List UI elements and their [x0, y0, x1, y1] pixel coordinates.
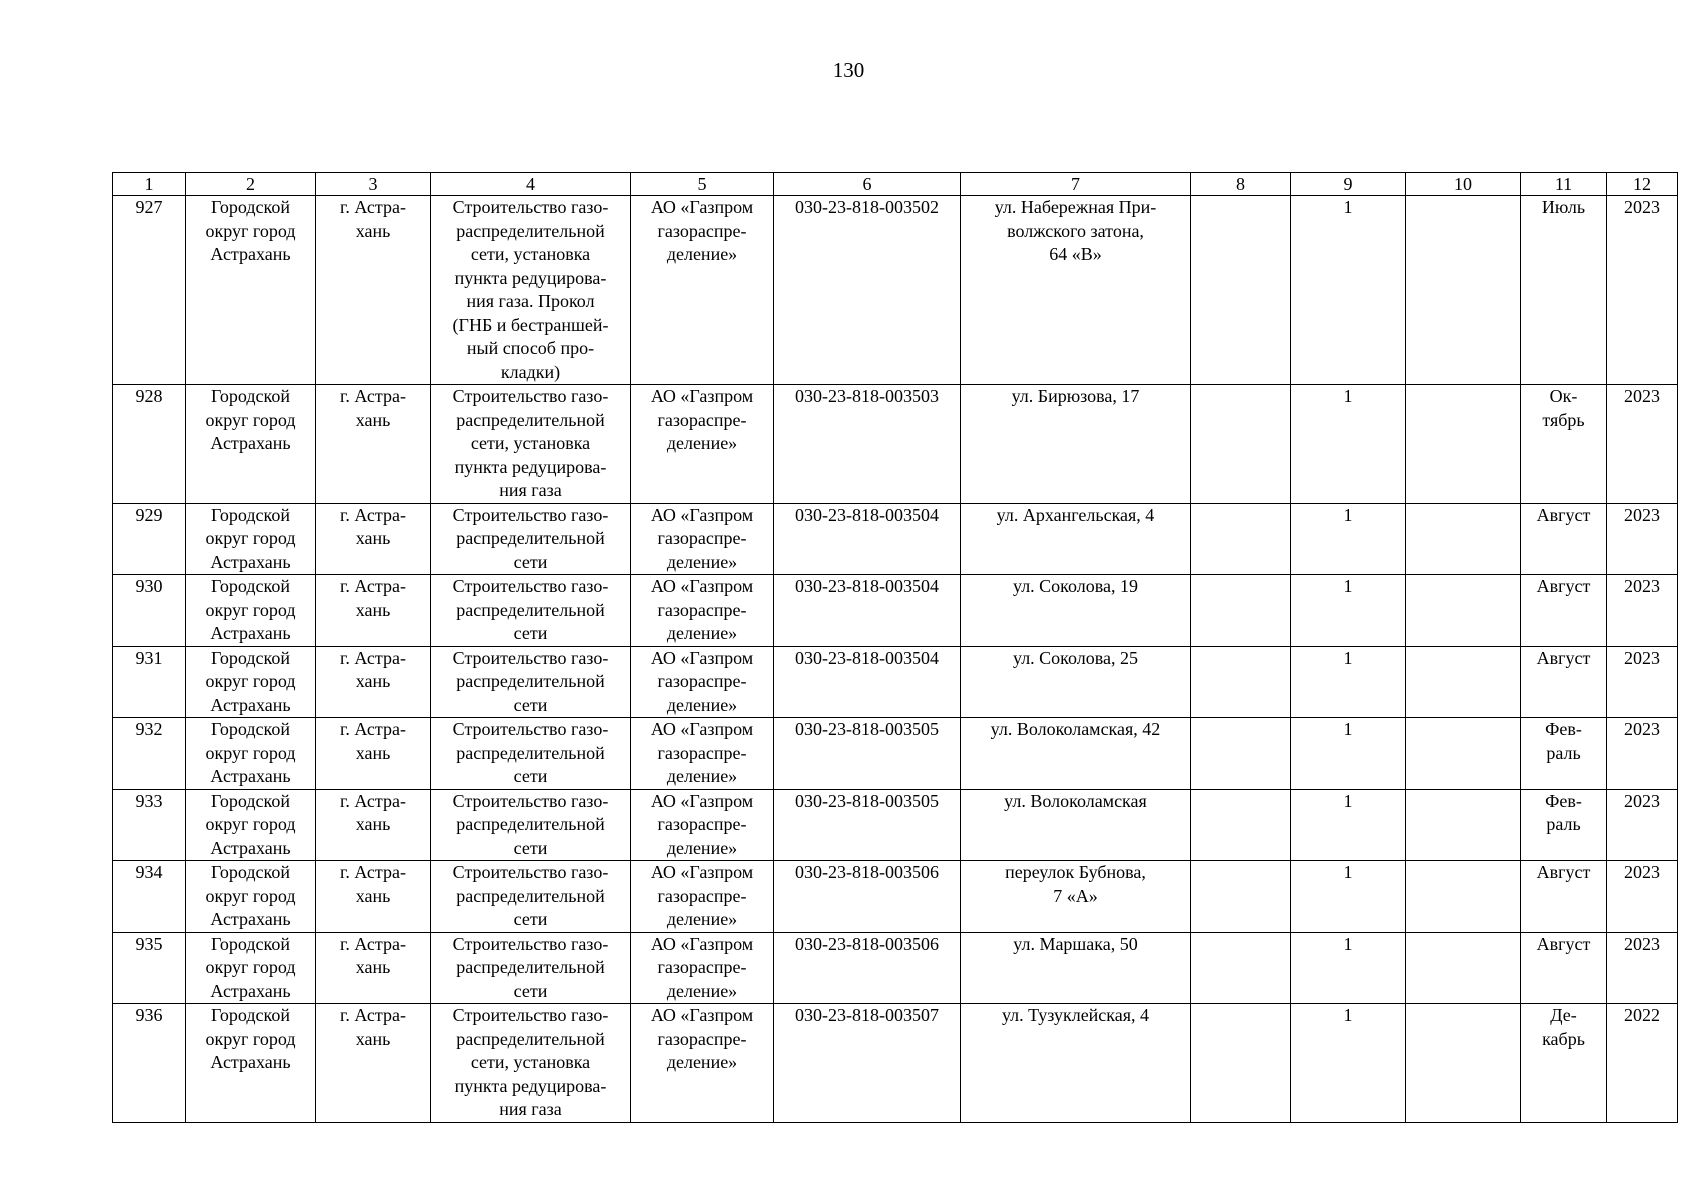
organization-cell-text: АО «Газпром газораспре- деление»	[650, 504, 754, 572]
work-description-cell-text: Строительство газо- распределительной сети	[452, 719, 609, 786]
column-header: 4	[431, 173, 631, 196]
organization-cell-text: АО «Газпром газораспре- деление»	[650, 386, 754, 453]
work-description-cell	[431, 646, 631, 718]
column-header: 2	[186, 173, 316, 196]
registry-code-cell	[774, 932, 961, 1004]
month-cell-text: Фев- раль	[1545, 790, 1582, 834]
organization-cell-text: АО «Газпром газораспре- деление»	[650, 790, 754, 858]
address-cell-text: ул. Маршака, 50	[1013, 933, 1138, 954]
month-cell	[1521, 789, 1607, 861]
quantity-cell	[1291, 503, 1406, 575]
column-8-cell	[1191, 861, 1291, 933]
table-row	[113, 861, 1678, 933]
column-8-cell	[1191, 718, 1291, 790]
work-description-cell-text: Строительство газо- распределительной сети	[452, 576, 609, 643]
month-cell-text: Ок- тябрь	[1542, 386, 1585, 430]
registry-code-cell	[774, 718, 961, 790]
address-cell-text: ул. Соколова, 19	[1012, 576, 1139, 596]
year-cell-text: 2023	[1624, 386, 1660, 406]
register-body	[113, 196, 1678, 1123]
year-cell-text: 2023	[1624, 862, 1660, 882]
table-row	[113, 575, 1678, 647]
city-cell-text: г. Астра- хань	[340, 790, 406, 834]
registry-code-cell	[774, 196, 961, 385]
month-cell-text: Де- кабрь	[1542, 1005, 1585, 1049]
column-8-cell	[1191, 932, 1291, 1004]
organization-cell	[631, 718, 774, 790]
table-row	[113, 789, 1678, 861]
column-header: 12	[1607, 173, 1678, 196]
quantity-cell	[1291, 575, 1406, 647]
registry-code-cell-text: 030-23-818-003506	[795, 862, 939, 882]
row-number-cell-text: 936	[135, 1005, 163, 1025]
column-header: 7	[961, 173, 1191, 196]
city-cell-text: г. Астра- хань	[340, 719, 406, 763]
column-10-cell	[1406, 646, 1521, 718]
work-description-cell-text: Строительство газо- распределительной сети, установка пункта редуцирова- ния газа. Прокол (ГНБ и бестраншей- ный способ про- кладки)	[452, 197, 609, 382]
city-cell-text: г. Астра- хань	[340, 933, 406, 977]
column-header: 3	[316, 173, 431, 196]
work-description-cell-text: Строительство газо- распределительной сети, установка пункта редуцирова- ния газа	[452, 1005, 609, 1119]
district-cell	[186, 196, 316, 385]
quantity-cell-text: 1	[1343, 197, 1353, 217]
column-10-cell	[1406, 789, 1521, 861]
column-header: 10	[1406, 173, 1521, 196]
address-cell-text: ул. Архангельская, 4	[996, 504, 1155, 525]
quantity-cell	[1291, 861, 1406, 933]
month-cell	[1521, 196, 1607, 385]
year-cell-text: 2023	[1624, 719, 1660, 739]
column-8-cell	[1191, 1004, 1291, 1123]
year-cell-text: 2023	[1624, 504, 1660, 525]
registry-code-cell-text: 030-23-818-003504	[795, 576, 939, 596]
year-cell-text: 2023	[1624, 790, 1660, 811]
year-cell	[1607, 503, 1678, 575]
registry-code-cell-text: 030-23-818-003504	[795, 504, 939, 525]
city-cell	[316, 385, 431, 504]
organization-cell-text: АО «Газпром газораспре- деление»	[650, 933, 754, 1001]
address-cell	[961, 1004, 1191, 1123]
work-description-cell-text: Строительство газо- распределительной сети	[452, 504, 609, 572]
district-cell	[186, 503, 316, 575]
month-cell	[1521, 1004, 1607, 1123]
page-number: 130	[832, 58, 865, 82]
district-cell	[186, 1004, 316, 1123]
quantity-cell-text: 1	[1343, 790, 1353, 811]
registry-code-cell-text: 030-23-818-003503	[795, 386, 939, 406]
registry-code-cell-text: 030-23-818-003504	[795, 647, 939, 668]
year-cell-text: 2023	[1624, 647, 1660, 668]
city-cell	[316, 932, 431, 1004]
month-cell-text: Август	[1536, 933, 1591, 954]
address-cell-text: ул. Соколова, 25	[1012, 647, 1139, 668]
work-description-cell	[431, 789, 631, 861]
year-cell	[1607, 385, 1678, 504]
year-cell	[1607, 718, 1678, 790]
month-cell	[1521, 932, 1607, 1004]
register-table	[112, 172, 1678, 1123]
month-cell-text: Август	[1536, 504, 1591, 525]
district-cell	[186, 575, 316, 647]
year-cell-text: 2023	[1624, 576, 1660, 596]
year-cell-text: 2022	[1624, 1005, 1660, 1025]
district-cell	[186, 932, 316, 1004]
work-description-cell	[431, 718, 631, 790]
work-description-cell-text: Строительство газо- распределительной сети, установка пункта редуцирова- ния газа	[452, 386, 609, 500]
city-cell	[316, 1004, 431, 1123]
column-header: 5	[631, 173, 774, 196]
address-cell	[961, 932, 1191, 1004]
table-row	[113, 503, 1678, 575]
address-cell-text: ул. Волоколамская, 42	[990, 719, 1161, 739]
organization-cell	[631, 861, 774, 933]
district-cell-text: Городской округ город Астрахань	[205, 1005, 296, 1072]
address-cell-text: ул. Тузуклейская, 4	[1001, 1005, 1150, 1025]
quantity-cell-text: 1	[1343, 862, 1353, 882]
year-cell	[1607, 646, 1678, 718]
address-cell-text: ул. Бирюзова, 17	[1011, 386, 1140, 406]
district-cell-text: Городской округ город Астрахань	[205, 719, 296, 786]
registry-code-cell-text: 030-23-818-003502	[795, 197, 939, 217]
organization-cell	[631, 789, 774, 861]
column-header: 6	[774, 173, 961, 196]
registry-code-cell-text: 030-23-818-003505	[795, 790, 939, 811]
year-cell-text: 2023	[1624, 197, 1660, 217]
work-description-cell-text: Строительство газо- распределительной сети	[452, 933, 609, 1001]
district-cell-text: Городской округ город Астрахань	[205, 862, 296, 929]
month-cell	[1521, 385, 1607, 504]
column-10-cell	[1406, 503, 1521, 575]
district-cell-text: Городской округ город Астрахань	[205, 933, 296, 1001]
quantity-cell-text: 1	[1343, 647, 1353, 668]
row-number-cell	[113, 1004, 186, 1123]
month-cell	[1521, 575, 1607, 647]
quantity-cell	[1291, 385, 1406, 504]
quantity-cell-text: 1	[1343, 933, 1353, 954]
column-10-cell	[1406, 1004, 1521, 1123]
month-cell-text: Фев- раль	[1545, 719, 1582, 763]
district-cell-text: Городской округ город Астрахань	[205, 197, 296, 264]
row-number-cell-text: 930	[135, 576, 163, 596]
registry-code-cell	[774, 646, 961, 718]
row-number-cell	[113, 196, 186, 385]
organization-cell-text: АО «Газпром газораспре- деление»	[650, 1005, 754, 1072]
city-cell	[316, 503, 431, 575]
row-number-cell-text: 927	[135, 197, 163, 217]
address-cell	[961, 196, 1191, 385]
column-8-cell	[1191, 385, 1291, 504]
table-row	[113, 385, 1678, 504]
city-cell-text: г. Астра- хань	[340, 197, 406, 241]
table-row	[113, 932, 1678, 1004]
column-header: 11	[1521, 173, 1607, 196]
column-10-cell	[1406, 196, 1521, 385]
row-number-cell-text: 935	[135, 933, 163, 954]
year-cell	[1607, 1004, 1678, 1123]
city-cell-text: г. Астра- хань	[340, 647, 406, 691]
column-number-row	[113, 173, 1678, 196]
work-description-cell-text: Строительство газо- распределительной сети	[452, 862, 609, 929]
row-number-cell-text: 929	[135, 504, 163, 525]
row-number-cell	[113, 789, 186, 861]
work-description-cell-text: Строительство газо- распределительной сети	[452, 647, 609, 715]
organization-cell	[631, 1004, 774, 1123]
city-cell	[316, 861, 431, 933]
month-cell	[1521, 861, 1607, 933]
registry-code-cell-text: 030-23-818-003506	[795, 933, 939, 954]
city-cell	[316, 718, 431, 790]
organization-cell	[631, 503, 774, 575]
year-cell-text: 2023	[1624, 933, 1660, 954]
organization-cell-text: АО «Газпром газораспре- деление»	[650, 576, 754, 643]
row-number-cell	[113, 503, 186, 575]
work-description-cell	[431, 932, 631, 1004]
city-cell	[316, 646, 431, 718]
city-cell	[316, 196, 431, 385]
registry-code-cell	[774, 861, 961, 933]
quantity-cell	[1291, 718, 1406, 790]
address-cell	[961, 646, 1191, 718]
table-row	[113, 1004, 1678, 1123]
work-description-cell	[431, 385, 631, 504]
registry-code-cell-text: 030-23-818-003507	[795, 1005, 939, 1025]
address-cell	[961, 718, 1191, 790]
column-8-cell	[1191, 575, 1291, 647]
city-cell	[316, 575, 431, 647]
row-number-cell-text: 932	[135, 719, 163, 739]
column-10-cell	[1406, 861, 1521, 933]
row-number-cell	[113, 932, 186, 1004]
district-cell-text: Городской округ город Астрахань	[205, 576, 296, 643]
city-cell-text: г. Астра- хань	[340, 504, 406, 548]
row-number-cell	[113, 385, 186, 504]
organization-cell	[631, 385, 774, 504]
quantity-cell	[1291, 646, 1406, 718]
column-8-cell	[1191, 503, 1291, 575]
district-cell	[186, 718, 316, 790]
quantity-cell-text: 1	[1343, 504, 1353, 525]
district-cell-text: Городской округ город Астрахань	[205, 647, 296, 715]
column-10-cell	[1406, 718, 1521, 790]
district-cell-text: Городской округ город Астрахань	[205, 386, 296, 453]
address-cell	[961, 385, 1191, 504]
address-cell-text: переулок Бубнова, 7 «А»	[1005, 862, 1146, 906]
organization-cell	[631, 646, 774, 718]
district-cell	[186, 789, 316, 861]
organization-cell-text: АО «Газпром газораспре- деление»	[650, 719, 754, 786]
work-description-cell	[431, 503, 631, 575]
column-8-cell	[1191, 646, 1291, 718]
column-header: 9	[1291, 173, 1406, 196]
month-cell-text: Август	[1536, 647, 1591, 668]
work-description-cell	[431, 196, 631, 385]
address-cell	[961, 789, 1191, 861]
quantity-cell-text: 1	[1343, 386, 1353, 406]
row-number-cell-text: 934	[135, 862, 163, 882]
row-number-cell-text: 933	[135, 790, 163, 811]
year-cell	[1607, 932, 1678, 1004]
table-row	[113, 646, 1678, 718]
registry-code-cell-text: 030-23-818-003505	[795, 719, 939, 739]
district-cell-text: Городской округ город Астрахань	[205, 790, 296, 858]
row-number-cell-text: 928	[135, 386, 163, 406]
city-cell-text: г. Астра- хань	[340, 386, 406, 430]
quantity-cell-text: 1	[1343, 1005, 1353, 1025]
address-cell	[961, 503, 1191, 575]
registry-code-cell	[774, 575, 961, 647]
row-number-cell-text: 931	[135, 647, 163, 668]
column-header: 1	[113, 173, 186, 196]
organization-cell	[631, 932, 774, 1004]
month-cell-text: Август	[1536, 576, 1591, 596]
district-cell	[186, 385, 316, 504]
address-cell	[961, 861, 1191, 933]
work-description-cell	[431, 861, 631, 933]
column-8-cell	[1191, 789, 1291, 861]
city-cell	[316, 789, 431, 861]
row-number-cell	[113, 575, 186, 647]
column-8-cell	[1191, 196, 1291, 385]
month-cell-text: Август	[1536, 862, 1591, 882]
table-row	[113, 196, 1678, 385]
column-10-cell	[1406, 385, 1521, 504]
work-description-cell	[431, 1004, 631, 1123]
quantity-cell	[1291, 932, 1406, 1004]
row-number-cell	[113, 861, 186, 933]
registry-code-cell	[774, 503, 961, 575]
quantity-cell	[1291, 1004, 1406, 1123]
quantity-cell	[1291, 789, 1406, 861]
year-cell	[1607, 861, 1678, 933]
table-row	[113, 718, 1678, 790]
address-cell-text: ул. Набережная При- волжского затона, 64 «В»	[994, 197, 1157, 264]
registry-code-cell	[774, 1004, 961, 1123]
organization-cell	[631, 575, 774, 647]
row-number-cell	[113, 718, 186, 790]
district-cell	[186, 646, 316, 718]
month-cell	[1521, 503, 1607, 575]
city-cell-text: г. Астра- хань	[340, 862, 406, 906]
district-cell	[186, 861, 316, 933]
month-cell	[1521, 646, 1607, 718]
year-cell	[1607, 789, 1678, 861]
month-cell-text: Июль	[1541, 197, 1586, 217]
organization-cell-text: АО «Газпром газораспре- деление»	[650, 197, 754, 264]
column-10-cell	[1406, 932, 1521, 1004]
city-cell-text: г. Астра- хань	[340, 576, 406, 620]
year-cell	[1607, 196, 1678, 385]
address-cell-text: ул. Волоколамская	[1004, 790, 1147, 811]
quantity-cell-text: 1	[1343, 576, 1353, 596]
address-cell	[961, 575, 1191, 647]
city-cell-text: г. Астра- хань	[340, 1005, 406, 1049]
registry-code-cell	[774, 789, 961, 861]
quantity-cell-text: 1	[1343, 719, 1353, 739]
work-description-cell	[431, 575, 631, 647]
month-cell	[1521, 718, 1607, 790]
year-cell	[1607, 575, 1678, 647]
organization-cell-text: АО «Газпром газораспре- деление»	[650, 862, 754, 929]
column-10-cell	[1406, 575, 1521, 647]
column-header: 8	[1191, 173, 1291, 196]
quantity-cell	[1291, 196, 1406, 385]
organization-cell-text: АО «Газпром газораспре- деление»	[650, 647, 754, 715]
registry-code-cell	[774, 385, 961, 504]
row-number-cell	[113, 646, 186, 718]
organization-cell	[631, 196, 774, 385]
district-cell-text: Городской округ город Астрахань	[205, 504, 296, 572]
work-description-cell-text: Строительство газо- распределительной сети	[452, 790, 609, 858]
